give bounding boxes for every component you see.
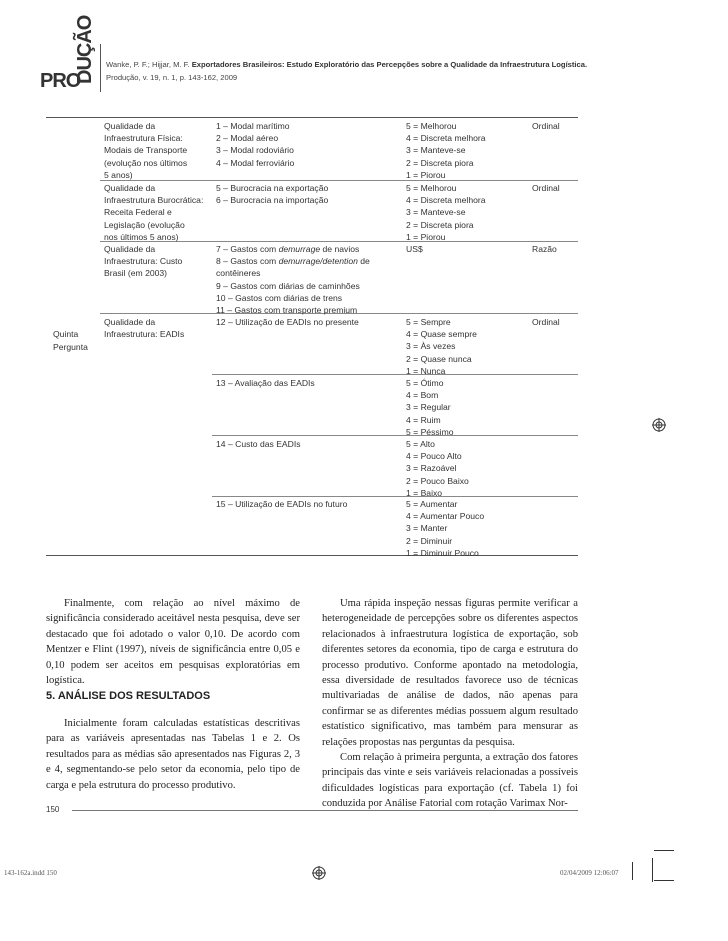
logo-pro: PRO [40, 70, 81, 92]
table-top-rule [46, 117, 578, 118]
row-divider [212, 496, 578, 497]
left-column-paragraph-1: Finalmente, com relação ao nível máximo de significância considerado aceitável nesta pesquisa, deve ser destacado que foi adotado o valor 0,10. De acordo com Mentzer e Flint (1997), níveis de significância entre 0,05 e 0,10 podem ser aceitos em pesquisas exploratórias em logística. [46, 598, 300, 687]
table-cell-variables: 1 – Modal marítimo 2 – Modal aéreo 3 – Modal rodoviário 4 – Modal ferroviário [216, 121, 295, 168]
table-cell-variables: 15 – Utilização de EADIs no futuro [216, 499, 348, 509]
crop-mark [652, 858, 653, 882]
table-cell-scale: US$ [406, 244, 423, 254]
table-cell-scale: 5 = Sempre 4 = Quase sempre 3 = Às vezes 2 = Quase nunca 1 = Nunca [406, 317, 477, 376]
table-cell-scale: 5 = Ótimo 4 = Bom 3 = Regular 4 = Ruim 5 = Péssimo [406, 378, 454, 437]
page-number: 150 [46, 805, 60, 814]
citation-source: Produção, v. 19, n. 1, p. 143-162, 2009 [106, 73, 238, 82]
slug-datetime: 02/04/2009 12:06:07 [560, 869, 619, 877]
table-cell-variables: 5 – Burocracia na exportação 6 – Burocracia na importação [216, 183, 329, 206]
table-cell-construct: Qualidade da Infraestrutura Burocrática: Receita Federal e Legislação (evolução nos últimos 5 anos) [104, 183, 204, 242]
row-divider [212, 374, 578, 375]
table-cell-type: Ordinal [532, 183, 560, 193]
table-section-label: Quinta Pergunta [53, 329, 88, 352]
logo-ducao: DUÇÃO [74, 15, 96, 84]
crop-mark [654, 880, 674, 881]
crop-mark [654, 850, 674, 851]
table-cell-type: Razão [532, 244, 557, 254]
table-cell-scale: 5 = Alto 4 = Pouco Alto 3 = Razoável 2 = Pouco Baixo 1 = Baixo [406, 439, 469, 498]
left-column-paragraph-2: Inicialmente foram calculadas estatísticas descritivas para as variáveis apresentadas nas Tabelas 1 e 2. Os resultados para as médias são apresentados nas Figuras 2, 3 e 4, segmentando-se pelo setor da economia, pelo tipo de carga e pela estrutura do processo produtivo. [46, 718, 300, 791]
header-divider [100, 44, 101, 92]
citation-authors: Wanke, P. F.; Hijjar, M. F. [106, 60, 190, 69]
page-number-rule [72, 810, 578, 811]
table-cell-type: Ordinal [532, 317, 560, 327]
slug-filename: 143-162a.indd 150 [4, 869, 57, 877]
table-cell-variables: 7 – Gastos com demurrage de navios 8 – Gastos com demurrage/detention de contêineres 9 – Gastos com diárias de caminhões 10 – Gastos com diárias de trens 11 – Gastos com transporte premium [216, 244, 370, 316]
citation-title: Exportadores Brasileiros: Estudo Exploratório das Percepções sobre a Qualidade da Infraestrutura Logística. [191, 60, 588, 69]
table-cell-construct: Qualidade da Infraestrutura Física: Modais de Transporte (evolução nos últimos 5 anos) [104, 121, 188, 180]
table-cell-construct: Qualidade da Infraestrutura: EADIs [104, 317, 185, 340]
citation [106, 58, 587, 84]
table-cell-scale: 5 = Melhorou 4 = Discreta melhora 3 = Manteve-se 2 = Discreta piora 1 = Piorou [406, 183, 486, 242]
table-cell-variables: 13 – Avaliação das EADIs [216, 378, 315, 388]
registration-mark-icon [312, 866, 326, 880]
table-cell-construct: Qualidade da Infraestrutura: Custo Brasil (em 2003) [104, 244, 183, 279]
right-column-text: Uma rápida inspeção nessas figuras permite verificar a heterogeneidade de percepções sobre os diferentes aspectos relacionados à infraestrutura logística de exportação, sob diferentes setores da economia, tipo de carga e estrutura do processo produtivo. Conforme apontado na metodologia, essa diversidade de resultados favorece uso de técnicas multivariadas de análise de dados, não apenas para confirmar se as diferentes médias possuem algum resultado estatístico significativo, mas também para mensurar as relações propostas nas perguntas da pesquisa. Com relação à primeira pergunta, a extração dos fatores principais das vinte e seis variáveis relacionadas a possíveis dificuldades logísticas para exportação (cf. Tabela 1) foi conduzida por Análise Fatorial com rotação Varimax Nor- [322, 598, 578, 810]
crop-mark [632, 862, 633, 880]
table-bottom-rule [46, 555, 578, 556]
table-cell-scale: 5 = Melhorou 4 = Discreta melhora 3 = Manteve-se 2 = Discreta piora 1 = Piorou [406, 121, 486, 180]
table-cell-variables: 12 – Utilização de EADIs no presente [216, 317, 359, 327]
registration-mark-icon [652, 418, 666, 432]
table-cell-type: Ordinal [532, 121, 560, 131]
row-divider [212, 435, 578, 436]
section-heading: 5. ANÁLISE DOS RESULTADOS [46, 690, 211, 702]
table-cell-scale: 5 = Aumentar 4 = Aumentar Pouco 3 = Manter 2 = Diminuir 1 = Diminuir Pouco [406, 499, 485, 558]
table-cell-variables: 14 – Custo das EADIs [216, 439, 301, 449]
